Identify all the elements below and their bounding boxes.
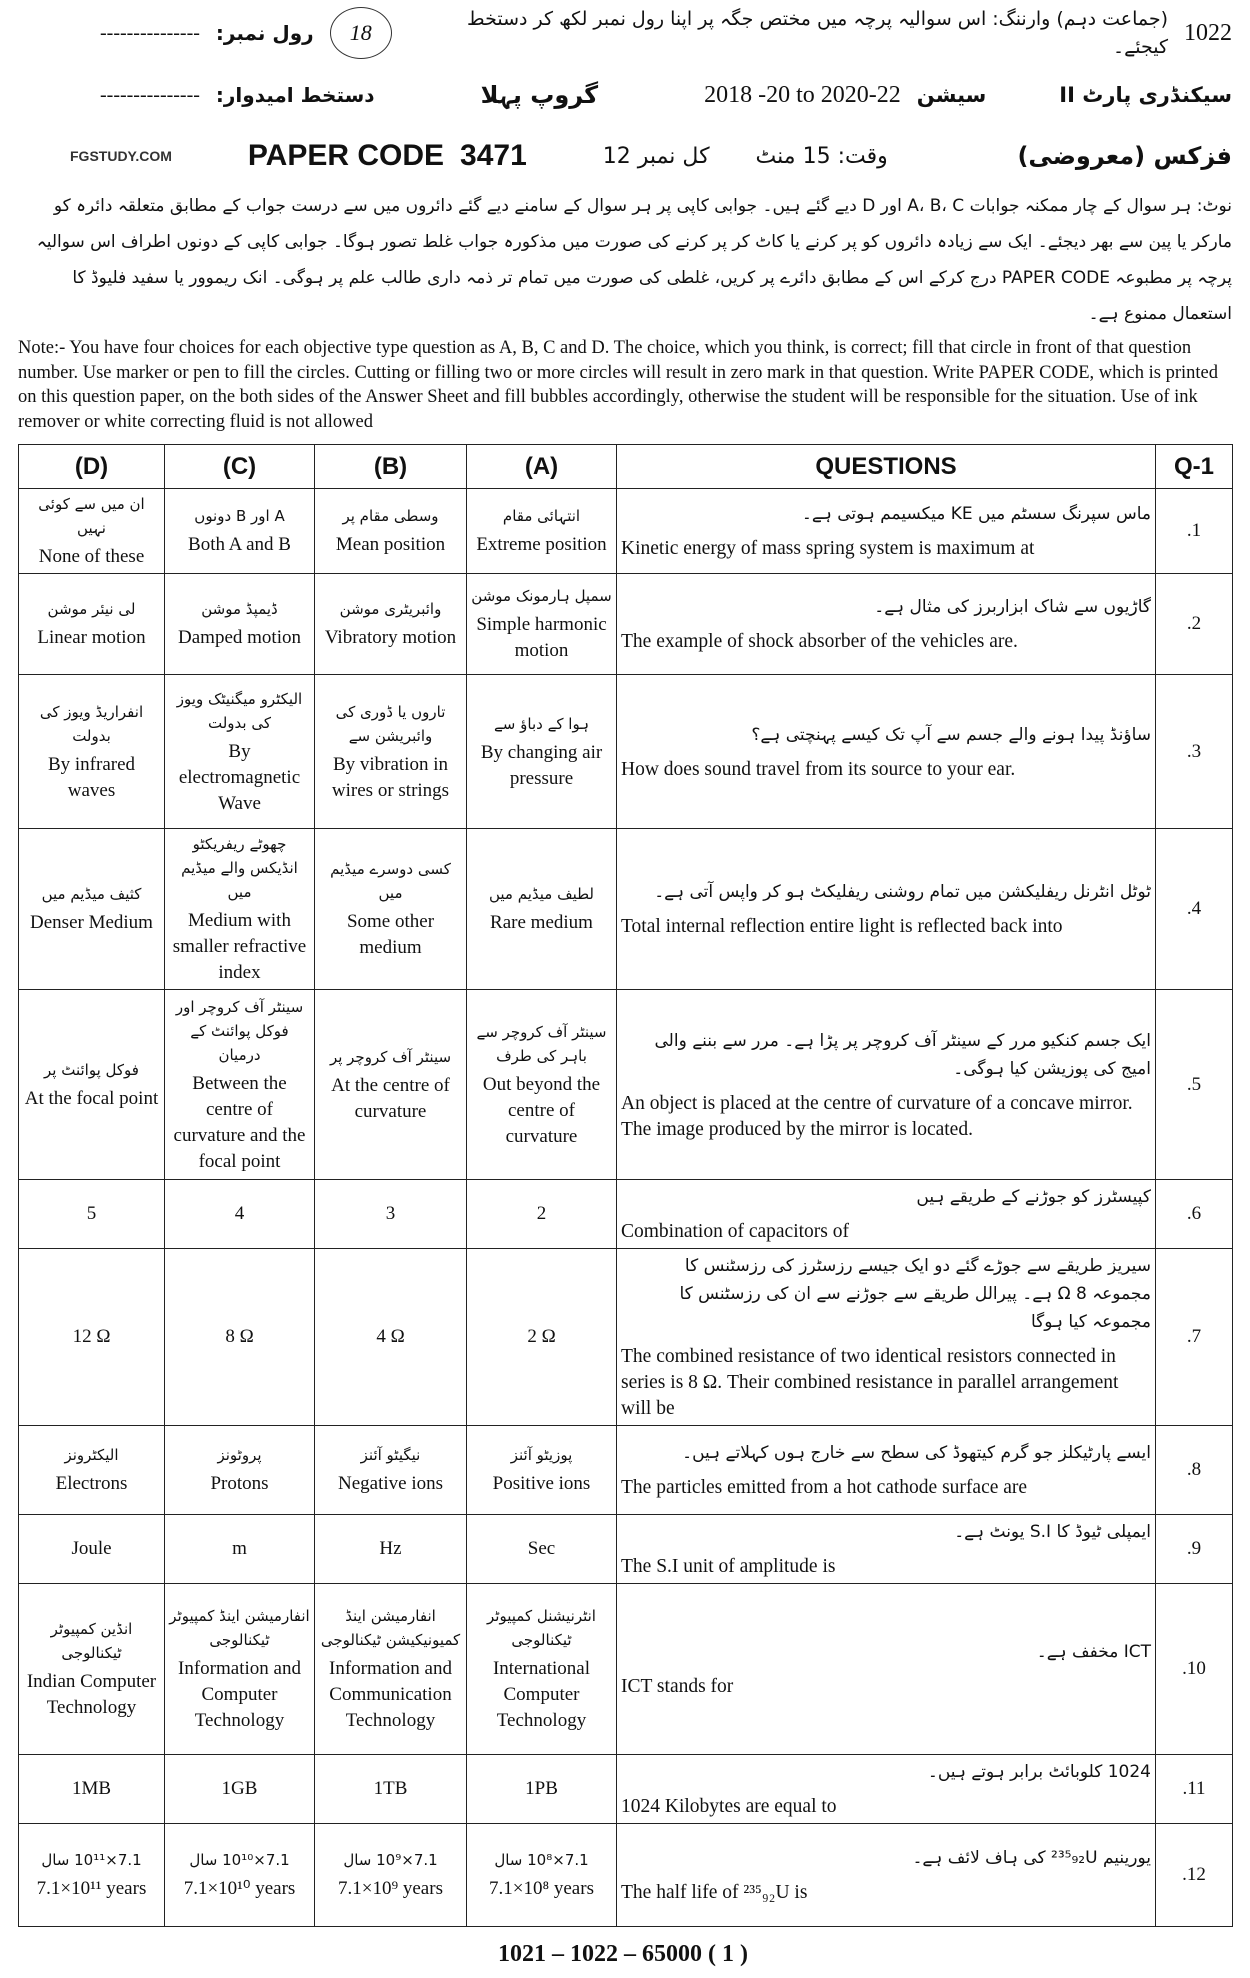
option-c: [165, 1755, 315, 1824]
option-english: 1GB: [221, 1778, 258, 1799]
question-english: The half life of ²³⁵₉₂U is: [621, 1882, 808, 1903]
paper-code-value: 3471: [460, 139, 527, 172]
question-english: The particles emitted from a hot cathode surface are: [621, 1477, 1028, 1498]
option-urdu: 7.1×10⁸ سال: [494, 1851, 589, 1869]
option-urdu: وسطی مقام پر: [342, 507, 439, 525]
option-b: [315, 829, 467, 990]
question-number: .5: [1156, 990, 1233, 1180]
question-cell: [617, 1584, 1156, 1755]
option-english: 7.1×10⁹ years: [338, 1878, 443, 1899]
signature-label: دستخط امیدوار:: [215, 83, 375, 107]
question-english: Combination of capacitors of: [621, 1221, 849, 1242]
question-english: 1024 Kilobytes are equal to: [621, 1796, 837, 1817]
option-english: Positive ions: [492, 1473, 591, 1494]
option-urdu: انڈین کمپیوٹر ٹیکنالوجی: [50, 1620, 133, 1662]
option-b: [315, 1249, 467, 1426]
option-c: [165, 489, 315, 574]
option-english: 8 Ω: [225, 1326, 254, 1347]
subject-title: فزکس (معروضی): [1017, 142, 1232, 170]
option-a: [467, 990, 617, 1180]
question-row: [19, 1249, 1233, 1426]
option-urdu: لی نیئر موشن: [47, 600, 136, 618]
roll-number-field[interactable]: ---------------: [100, 21, 200, 44]
question-row: [19, 1426, 1233, 1515]
question-cell: [617, 1180, 1156, 1249]
header-questions: QUESTIONS: [617, 445, 1156, 489]
option-urdu: انفراریڈ ویوز کی بدولت: [39, 702, 144, 745]
option-d: [19, 489, 165, 574]
option-english: Information and Computer Technology: [178, 1658, 301, 1731]
option-d: [19, 1249, 165, 1426]
option-urdu: انتہائی مقام: [502, 507, 581, 525]
option-english: 4: [234, 1203, 245, 1224]
option-c: [165, 675, 315, 829]
question-row: [19, 574, 1233, 675]
handwritten-score: 18: [330, 7, 392, 59]
option-a: [467, 1515, 617, 1584]
option-english: Information and Communication Technology: [329, 1658, 452, 1731]
option-a: [467, 574, 617, 675]
option-english: 7.1×10⁸ years: [489, 1878, 594, 1899]
option-english: Both A and B: [188, 534, 291, 555]
option-english: 7.1×10¹⁰ years: [183, 1878, 296, 1899]
question-row: [19, 990, 1233, 1180]
option-english: By changing air pressure: [480, 741, 603, 789]
question-urdu: کپیسٹرز کو جوڑنے کے طریقے ہیں: [916, 1187, 1151, 1207]
warning-text: (جماعت دہم) وارننگ: اس سوالیہ پرچہ میں مختص جگہ پر اپنا رول نمبر لکھ کر دستخط کیجئے۔: [467, 8, 1168, 58]
group-label: گروپ پہلا: [480, 81, 599, 109]
option-b: [315, 1824, 467, 1927]
question-number: .3: [1156, 675, 1233, 829]
option-a: [467, 1249, 617, 1426]
option-urdu: الیکٹرو میگنیٹک ویوز کی بدولت: [176, 689, 303, 732]
option-english: 12 Ω: [72, 1326, 111, 1347]
option-english: 2 Ω: [527, 1326, 556, 1347]
option-english: By vibration in wires or strings: [331, 753, 450, 801]
question-english: How does sound travel from its source to your ear.: [621, 758, 1016, 780]
questions-table: [18, 444, 1233, 1927]
option-english: m: [232, 1538, 247, 1559]
option-english: Simple harmonic motion: [476, 614, 607, 661]
question-cell: [617, 489, 1156, 574]
option-urdu: کسی دوسرے میڈیم میں: [330, 860, 451, 902]
option-b: [315, 675, 467, 829]
option-b: [315, 1584, 467, 1755]
watermark: FGSTUDY.COM: [70, 148, 172, 164]
option-c: [165, 1180, 315, 1249]
question-row: [19, 1824, 1233, 1927]
question-number: .6: [1156, 1180, 1233, 1249]
option-english: 1TB: [373, 1778, 408, 1799]
option-english: Electrons: [55, 1473, 128, 1494]
option-a: [467, 1180, 617, 1249]
question-row: [19, 1584, 1233, 1755]
option-urdu: A اور B دونوں: [194, 507, 285, 525]
option-a: [467, 1824, 617, 1927]
option-english: 1PB: [525, 1778, 558, 1799]
option-english: Joule: [71, 1538, 112, 1559]
question-english: The S.I unit of amplitude is: [621, 1556, 836, 1577]
option-c: [165, 574, 315, 675]
question-english: The combined resistance of two identical resistors connected in series is 8 Ω. Their combined resistance in parallel arrangement will be: [621, 1346, 1119, 1419]
header-question-number: Q-1: [1156, 445, 1233, 489]
option-english: Rare medium: [490, 912, 593, 933]
question-cell: [617, 1824, 1156, 1927]
option-urdu: انفارمیشن اینڈ کمیونیکیشن ٹیکنالوجی: [320, 1607, 461, 1649]
question-number: .7: [1156, 1249, 1233, 1426]
option-english: 5: [86, 1203, 97, 1224]
option-english: Out beyond the centre of curvature: [482, 1073, 601, 1147]
option-english: Hz: [379, 1538, 402, 1559]
option-d: [19, 990, 165, 1180]
option-d: [19, 1426, 165, 1515]
option-urdu: الیکٹرونز: [64, 1446, 119, 1464]
option-english: Sec: [527, 1538, 556, 1559]
question-row: [19, 675, 1233, 829]
option-a: [467, 829, 617, 990]
header-row-2: [14, 66, 1232, 124]
option-d: [19, 574, 165, 675]
option-c: [165, 1515, 315, 1584]
option-english: Medium with smaller refractive index: [172, 910, 307, 983]
question-number: .9: [1156, 1515, 1233, 1584]
question-urdu: گاڑیوں سے شاک ابزاربرز کی مثال ہے۔: [874, 597, 1151, 617]
question-urdu: ساؤنڈ پیدا ہونے والے جسم سے آپ تک کیسے پہنچتی ہے؟: [751, 724, 1151, 745]
paper-number: 1022: [1184, 19, 1232, 46]
question-cell: [617, 829, 1156, 990]
option-d: [19, 1824, 165, 1927]
option-b: [315, 489, 467, 574]
option-d: [19, 1515, 165, 1584]
option-urdu: سمپل ہارمونک موشن: [471, 587, 612, 605]
option-english: Protons: [210, 1473, 269, 1494]
option-urdu: پروٹونز: [217, 1446, 262, 1464]
question-english: Kinetic energy of mass spring system is maximum at: [621, 538, 1035, 559]
option-urdu: 7.1×10⁹ سال: [343, 1851, 438, 1869]
option-b: [315, 574, 467, 675]
option-english: 1MB: [71, 1778, 112, 1799]
option-urdu: ان میں سے کوئی نہیں: [38, 495, 145, 537]
option-english: None of these: [38, 546, 145, 567]
question-cell: [617, 1755, 1156, 1824]
option-urdu: فوکل پوائنٹ پر: [44, 1060, 139, 1079]
question-urdu: سیریز طریقے سے جوڑے گئے دو ایک جیسے رزسٹرز کی رزسٹنس کا مجموعہ 8 Ω ہے۔ پیرالل طریقے سے جوڑنے سے ان کی رزسٹنس کا مجموعہ کیا ہوگا: [679, 1256, 1151, 1332]
option-c: [165, 1584, 315, 1755]
question-row: [19, 489, 1233, 574]
option-urdu: کثیف میڈیم میں: [41, 885, 142, 903]
option-d: [19, 1584, 165, 1755]
option-english: 7.1×10¹¹ years: [36, 1878, 147, 1899]
question-row: [19, 829, 1233, 990]
question-cell: [617, 990, 1156, 1180]
roll-number-label: رول نمبر:: [215, 21, 314, 45]
time-allowed: وقت: 15 منٹ: [755, 143, 888, 169]
signature-field[interactable]: ---------------: [100, 83, 200, 106]
option-english: 3: [385, 1203, 396, 1224]
header-row-3: [14, 130, 1232, 182]
header-option-d: (D): [19, 445, 165, 489]
option-urdu: سینٹر آف کروچر اور فوکل پوائنٹ کے درمیان: [175, 997, 304, 1064]
option-a: [467, 675, 617, 829]
option-english: Denser Medium: [30, 912, 153, 933]
question-number: .8: [1156, 1426, 1233, 1515]
option-urdu: 7.1×10¹⁰ سال: [189, 1851, 290, 1869]
question-row: [19, 1755, 1233, 1824]
question-cell: [617, 1426, 1156, 1515]
question-urdu: ماس سپرنگ سسٹم میں KE میکسیمم ہوتی ہے۔: [801, 504, 1151, 524]
option-urdu: نیگیٹو آئنز: [360, 1446, 421, 1464]
option-a: [467, 1755, 617, 1824]
option-d: [19, 675, 165, 829]
option-english: By infrared waves: [47, 753, 136, 801]
question-english: The example of shock absorber of the vehicles are.: [621, 631, 1018, 652]
question-urdu: ایمپلی ٹیوڈ کا S.I یونٹ ہے۔: [954, 1522, 1151, 1542]
option-d: [19, 1755, 165, 1824]
urdu-instructions: نوٹ: ہر سوال کے چار ممکنہ جوابات A، B، C اور D دیے گئے ہیں۔ جوابی کاپی پر ہر سوال کے سامنے دیے گئے دائروں میں سے درست جواب کے مطابق متعلقہ دائرہ کو مارکر یا پین سے بھر دیجئے۔ ایک سے زیادہ دائروں کو پر کرنے یا کاٹ کر پر کرنے کی صورت میں مذکورہ جواب غلط تصور ہوگا۔ جوابی کاپی کے دونوں اطراف اس سوالیہ پرچہ پر مطبوعہ PAPER CODE درج کرکے اس کے مطابق دائرے پر کریں، غلطی کی صورت میں تمام تر ذمہ داری طالب علم پر ہوگی۔ انک ریموور یا سفید فلیوڈ کا استعمال ممنوع ہے۔: [36, 196, 1232, 324]
option-d: [19, 1180, 165, 1249]
option-urdu: لطیف میڈیم میں: [488, 885, 595, 903]
option-c: [165, 1824, 315, 1927]
class-label: سیکنڈری پارٹ II: [1059, 83, 1232, 107]
question-english: Total internal reflection entire light is reflected back into: [621, 916, 1063, 937]
question-cell: [617, 574, 1156, 675]
question-cell: [617, 1249, 1156, 1426]
option-urdu: انفارمیشن اینڈ کمپیوٹر ٹیکنالوجی: [169, 1607, 310, 1649]
option-english: Indian Computer Technology: [26, 1671, 157, 1718]
option-english: International Computer Technology: [492, 1658, 591, 1731]
option-urdu: سینٹر آف کروچر سے باہر کی طرف: [476, 1022, 607, 1065]
header-row-1: [14, 4, 1232, 62]
option-english: 2: [536, 1203, 547, 1224]
option-urdu: سینٹر آف کروچر پر: [329, 1047, 452, 1066]
option-b: [315, 1515, 467, 1584]
option-english: Extreme position: [476, 534, 607, 555]
option-a: [467, 1584, 617, 1755]
question-urdu: ٹوٹل انٹرنل ریفلیکشن میں تمام روشنی ریفلیکٹ ہو کر واپس آتی ہے۔: [654, 882, 1151, 902]
question-urdu: 1024 کلوبائٹ برابر ہوتے ہیں۔: [927, 1762, 1151, 1782]
question-row: [19, 1515, 1233, 1584]
question-urdu: یورینیم ²³⁵₉₂U کی ہاف لائف ہے۔: [912, 1848, 1151, 1868]
question-cell: [617, 1515, 1156, 1584]
question-cell: [617, 675, 1156, 829]
option-urdu: ہوا کے دباؤ سے: [494, 714, 589, 733]
option-a: [467, 489, 617, 574]
option-english: By electromagnetic Wave: [178, 740, 301, 814]
option-urdu: پوزیٹو آئنز: [510, 1446, 573, 1464]
question-number: .2: [1156, 574, 1233, 675]
option-b: [315, 1426, 467, 1515]
question-urdu: ICT مخفف ہے۔: [1036, 1642, 1151, 1662]
paper-code-label: PAPER CODE: [247, 139, 445, 172]
option-b: [315, 1180, 467, 1249]
option-urdu: چھوٹے ریفریکٹو انڈیکس والے میڈیم میں: [181, 835, 298, 901]
option-c: [165, 1426, 315, 1515]
option-c: [165, 829, 315, 990]
option-english: Negative ions: [337, 1473, 443, 1494]
option-d: [19, 829, 165, 990]
option-b: [315, 1755, 467, 1824]
option-urdu: 7.1×10¹¹ سال: [41, 1851, 142, 1869]
header-option-b: (B): [315, 445, 467, 489]
question-number: .4: [1156, 829, 1233, 990]
option-a: [467, 1426, 617, 1515]
option-urdu: تاروں یا ڈوری کی وائبریشن سے: [335, 702, 446, 745]
option-b: [315, 990, 467, 1180]
english-instructions: Note:- You have four choices for each objective type question as A, B, C and D. The choice, which you think, is correct; fill that circle in front of that question number. Use marker or pen to fill the circles. Cutting or filling two or more circles will result in zero mark in that question. Write PAPER CODE, which is printed on this question paper, on the both sides of the Answer Sheet and fill bubbles accordingly, otherwise the student will be responsible for the situation. Use of ink remover or white correcting fluid is not allowed: [18, 338, 1218, 432]
header-option-a: (A): [467, 445, 617, 489]
option-english: At the focal point: [24, 1087, 159, 1109]
option-english: Between the centre of curvature and the focal point: [173, 1072, 306, 1172]
option-c: [165, 1249, 315, 1426]
option-c: [165, 990, 315, 1180]
question-english: An object is placed at the centre of curvature of a concave mirror. The image produced by the mirror is located.: [621, 1092, 1133, 1140]
option-english: Some other medium: [346, 911, 435, 958]
question-english: ICT stands for: [621, 1676, 734, 1697]
question-number: .12: [1156, 1824, 1233, 1927]
session-years: 2018 -20 to 2020-22: [704, 81, 901, 108]
option-urdu: ڈیمپڈ موشن: [201, 600, 278, 618]
option-english: Mean position: [335, 534, 446, 555]
total-marks: کل نمبر 12: [602, 143, 710, 169]
question-row: [19, 1180, 1233, 1249]
option-urdu: وائبریٹری موشن: [339, 600, 442, 618]
session-label: سیشن: [916, 83, 987, 107]
question-number: .11: [1156, 1755, 1233, 1824]
option-english: Vibratory motion: [324, 627, 457, 648]
option-english: Damped motion: [178, 627, 301, 648]
option-urdu: انٹرنیشنل کمپیوٹر ٹیکنالوجی: [487, 1607, 596, 1649]
option-english: 4 Ω: [376, 1326, 405, 1347]
question-number: .10: [1156, 1584, 1233, 1755]
question-number: .1: [1156, 489, 1233, 574]
option-english: Linear motion: [37, 627, 146, 648]
question-urdu: ایک جسم کنکیو مرر کے سینٹر آف کروچر پر پڑا ہے۔ مرر سے بننے والی امیج کی پوزیشن کیا ہوگی۔: [654, 1030, 1151, 1079]
footer-code: 1021 – 1022 – 65000 ( 1 ): [498, 1941, 748, 1967]
header-option-c: (C): [165, 445, 315, 489]
question-urdu: ایسے پارٹیکلز جو گرم کیتھوڈ کی سطح سے خارج ہوں کہلاتے ہیں۔: [682, 1443, 1151, 1463]
option-english: At the centre of curvature: [331, 1074, 450, 1122]
